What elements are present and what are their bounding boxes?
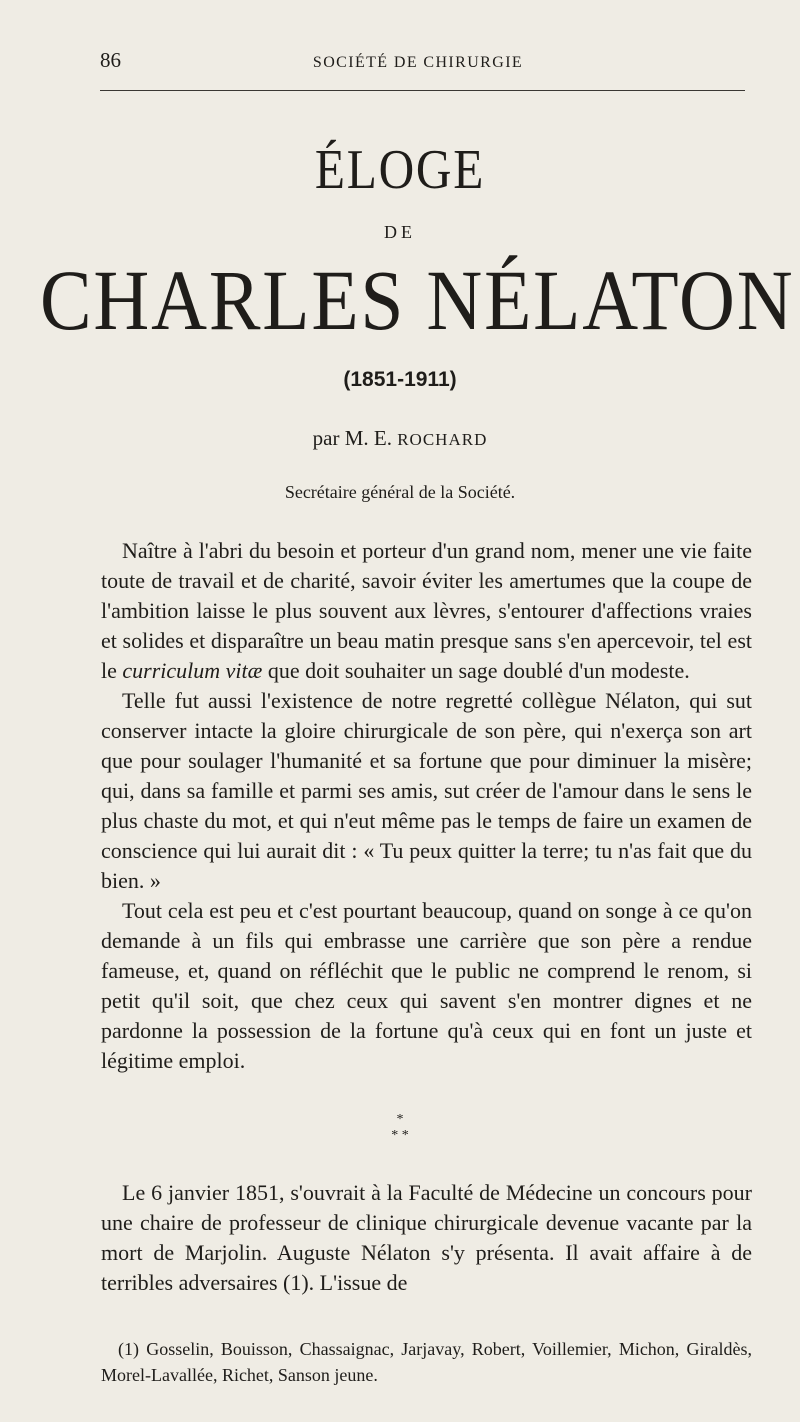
author-prefix: par M. E. <box>312 426 398 450</box>
author-role: Secrétaire général de la Société. <box>284 482 516 502</box>
paragraph-2: Telle fut aussi l'existence de notre regretté collègue Nélaton, qui sut conserver intacte la gloire chirurgicale de son père, qui n'exerça son art que pour soulager l'humanité et sa fortune que pour diminuer la misère; qui, dans sa famille et parmi ses amis, sut créer de l'amour dans le sens le plus chaste du mot, et qui n'eut même pas le temps de faire un examen de conscience qui lui aurait dit : « Tu peux quitter la terre; tu n'as fait que du bien. » <box>101 688 752 893</box>
footnote-text: (1) Gosselin, Bouisson, Chassaignac, Jarjavay, Robert, Voillemier, Michon, Giraldès, Morel-Lavallée, Richet, Sanson jeune. <box>101 1339 752 1385</box>
title-dates: (1851-1911) <box>343 368 457 391</box>
paragraph-1-italic: curriculum vitæ <box>122 658 263 683</box>
body-text-2 <box>101 1178 752 1298</box>
body-text <box>101 536 752 1076</box>
header-rule <box>100 90 745 91</box>
separator-star-top: * <box>396 1112 404 1127</box>
paragraph-1-end: que doit souhaiter un sage doublé d'un modeste. <box>262 658 690 683</box>
paragraph-1-start: Naître à l'abri du besoin et porteur d'un grand nom, mener une vie faite toute de travail et de charité, savoir éviter les amertumes que la coupe de l'ambition laisse le plus souvent aux lèvres, s'entourer d'affections vraies et solides et disparaître un beau matin presque sans s'en apercevoir, tel est le <box>101 538 752 683</box>
title-name: CHARLES NÉLATON <box>40 252 795 348</box>
paragraph-1 <box>101 536 752 686</box>
separator-stars-bottom: * * <box>391 1128 409 1143</box>
running-title: SOCIÉTÉ DE CHIRURGIE <box>312 54 524 71</box>
section-separator <box>0 1112 800 1144</box>
paragraph-3: Tout cela est peu et c'est pourtant beaucoup, quand on songe à ce qu'on demande à un fils qui embrasse une carrière que son père a rendue fameuse, et, quand on réfléchit que le public ne comprend le renom, si petit qu'il soit, que chez ceux qui savent s'en montrer dignes et ne pardonne la possession de la fortune qu'à ceux qui en font un juste et légitime emploi. <box>101 898 752 1073</box>
title-eloge: ÉLOGE <box>314 139 486 201</box>
author-line <box>0 426 800 451</box>
footnote <box>101 1336 752 1388</box>
page-number: 86 <box>100 48 121 72</box>
title-de: DE <box>384 222 416 242</box>
author-name: ROCHARD <box>397 430 488 449</box>
paragraph-4: Le 6 janvier 1851, s'ouvrait à la Faculté de Médecine un concours pour une chaire de professeur de clinique chirurgicale devenue vacante par la mort de Marjolin. Auguste Nélaton s'y présenta. Il avait affaire à de terribles adversaires (1). L'issue de <box>101 1180 752 1295</box>
